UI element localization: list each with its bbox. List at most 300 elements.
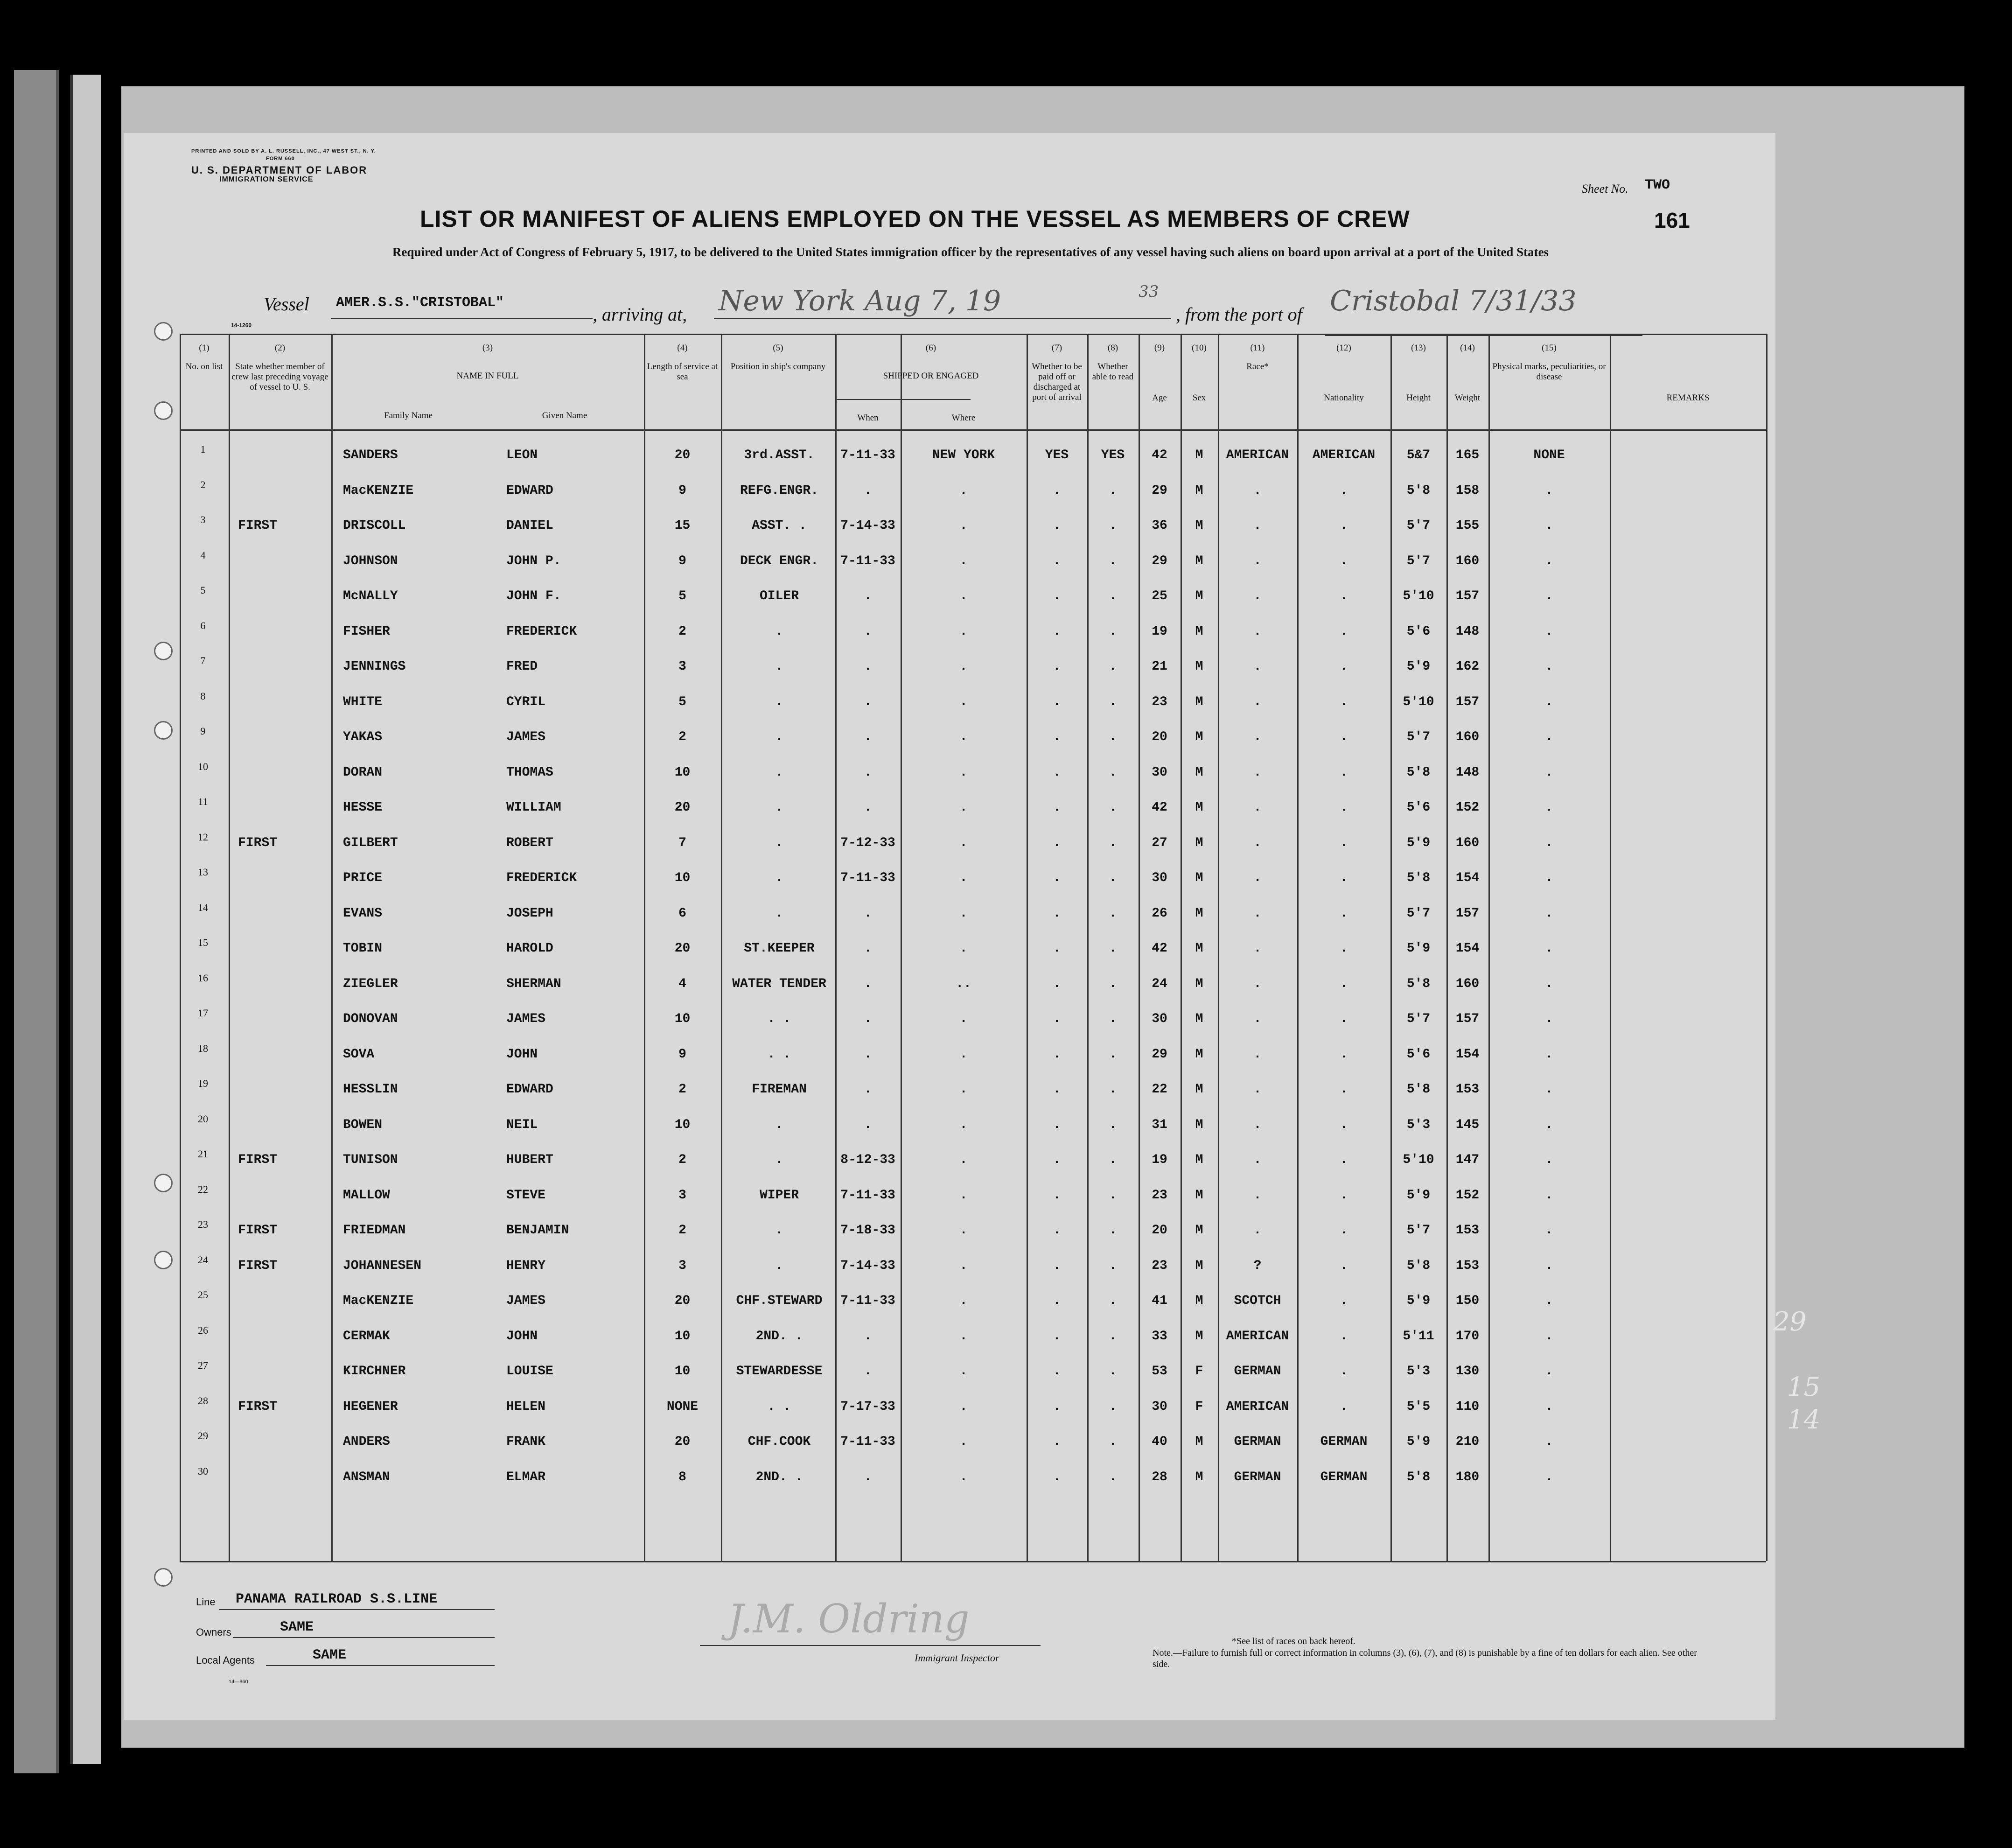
subheader-c3_given: Given Name bbox=[542, 411, 587, 420]
cell-marks: . bbox=[1545, 977, 1553, 991]
cell-where: . bbox=[959, 554, 968, 568]
cell-service: 4 bbox=[678, 977, 686, 991]
cell-when: 7-11-33 bbox=[840, 448, 895, 462]
cell-sex: M bbox=[1195, 977, 1203, 991]
cell-sex: M bbox=[1195, 765, 1203, 780]
cell-sex: M bbox=[1195, 1012, 1203, 1026]
cell-race: . bbox=[1253, 906, 1262, 921]
cell-age: 29 bbox=[1152, 483, 1167, 498]
cell-family: YAKAS bbox=[343, 730, 383, 744]
cell-prev: FIRST bbox=[238, 1223, 278, 1238]
cell-paid: . bbox=[1053, 1047, 1061, 1062]
cell-height: 5'3 bbox=[1406, 1364, 1431, 1379]
arrival-year-suffix: 33 bbox=[1139, 282, 1159, 301]
cell-given: ELMAR bbox=[506, 1470, 546, 1484]
cell-age: 36 bbox=[1152, 518, 1167, 533]
cell-weight: 160 bbox=[1455, 836, 1480, 850]
cell-nationality: . bbox=[1340, 836, 1348, 850]
cell-race: . bbox=[1253, 977, 1262, 991]
cell-nationality: . bbox=[1340, 1400, 1348, 1414]
agents-value: SAME bbox=[313, 1647, 347, 1663]
cell-given: LOUISE bbox=[506, 1364, 553, 1379]
cell-height: 5'6 bbox=[1406, 624, 1431, 639]
cell-race: . bbox=[1253, 695, 1262, 709]
cell-paid: . bbox=[1053, 1364, 1061, 1379]
cell-sex: M bbox=[1195, 1435, 1203, 1449]
cell-family: HEGENER bbox=[343, 1400, 398, 1414]
cell-given: LEON bbox=[506, 448, 538, 462]
arriving-port: New York Aug 7, 19 bbox=[719, 285, 1001, 317]
cell-marks: . bbox=[1545, 941, 1553, 956]
cell-given: FREDERICK bbox=[506, 624, 577, 639]
cell-when: . bbox=[864, 1047, 872, 1062]
cell-age: 26 bbox=[1152, 906, 1167, 921]
penalty-note: Note.—Failure to furnish full or correct information in columns (3), (6), (7), and (8) is punishable by a fine of ten dollars for each alien. See other side. bbox=[1153, 1648, 1697, 1669]
cell-age: 24 bbox=[1152, 977, 1167, 991]
cell-paid: . bbox=[1053, 730, 1061, 744]
service-name: IMMIGRATION SERVICE bbox=[219, 175, 314, 183]
cell-prev: FIRST bbox=[238, 1400, 278, 1414]
cell-nationality: . bbox=[1340, 554, 1348, 568]
page-subtitle: Required under Act of Congress of February 5, 1917, to be delivered to the United States immigration officer by the representatives of any vessel having such aliens on board upon arrival at a port of the United States bbox=[392, 245, 1549, 259]
cell-marks: . bbox=[1545, 1259, 1553, 1273]
inspector-underline bbox=[700, 1645, 1041, 1646]
cell-marks: . bbox=[1545, 589, 1553, 603]
cell-position: . . bbox=[767, 1400, 791, 1414]
column-number-c15: (15) bbox=[1542, 343, 1557, 353]
cell-when: . bbox=[864, 589, 872, 603]
cell-where: . bbox=[959, 730, 968, 744]
inspector-signature: J.M. Oldring bbox=[728, 1596, 970, 1642]
cell-service: NONE bbox=[666, 1400, 699, 1414]
cell-paid: . bbox=[1053, 800, 1061, 815]
cell-given: CYRIL bbox=[506, 695, 546, 709]
column-number-c10: (10) bbox=[1192, 343, 1207, 353]
punch-hole bbox=[154, 1251, 173, 1269]
cell-paid: . bbox=[1053, 518, 1061, 533]
cell-weight: 180 bbox=[1455, 1470, 1480, 1484]
binder-edge-inner bbox=[70, 75, 101, 1764]
cell-where: . bbox=[959, 659, 968, 674]
column-rule bbox=[1610, 334, 1611, 1561]
cell-given: SHERMAN bbox=[506, 977, 561, 991]
cell-marks: . bbox=[1545, 1118, 1553, 1132]
cell-service: 9 bbox=[678, 554, 686, 568]
cell-race: GERMAN bbox=[1234, 1364, 1281, 1379]
cell-sex: M bbox=[1195, 1118, 1203, 1132]
cell-prev: FIRST bbox=[238, 1259, 278, 1273]
cell-service: 5 bbox=[678, 695, 686, 709]
cell-race: . bbox=[1253, 1047, 1262, 1062]
owners-label: Owners bbox=[196, 1626, 231, 1638]
cell-where: . bbox=[959, 1118, 968, 1132]
cell-sex: M bbox=[1195, 1470, 1203, 1484]
arriving-label: , arriving at, bbox=[593, 304, 687, 325]
cell-paid: . bbox=[1053, 836, 1061, 850]
column-number-c7: (7) bbox=[1051, 343, 1062, 353]
cell-read: . bbox=[1109, 624, 1117, 639]
column-header-c14: Weight bbox=[1454, 393, 1481, 403]
cell-race: . bbox=[1253, 836, 1262, 850]
cell-family: PRICE bbox=[343, 871, 383, 885]
vessel-label: Vessel bbox=[264, 294, 309, 315]
cell-marks: . bbox=[1545, 1047, 1553, 1062]
column-number-c14: (14) bbox=[1460, 343, 1475, 353]
cell-race: . bbox=[1253, 1082, 1262, 1097]
row-number: 2 bbox=[200, 479, 206, 490]
cell-service: 2 bbox=[678, 1082, 686, 1097]
cell-marks: . bbox=[1545, 836, 1553, 850]
cell-weight: 152 bbox=[1455, 800, 1480, 815]
cell-weight: 160 bbox=[1455, 730, 1480, 744]
cell-when: 7-11-33 bbox=[840, 1294, 895, 1308]
cell-weight: 154 bbox=[1455, 941, 1480, 956]
cell-when: 7-11-33 bbox=[840, 554, 895, 568]
cell-given: JOHN bbox=[506, 1047, 538, 1062]
cell-read: . bbox=[1109, 1329, 1117, 1344]
column-header-c13: Height bbox=[1406, 393, 1431, 403]
cell-age: 33 bbox=[1152, 1329, 1167, 1344]
cell-race: . bbox=[1253, 730, 1262, 744]
cell-race: AMERICAN bbox=[1226, 1400, 1289, 1414]
cell-family: MacKENZIE bbox=[343, 1294, 414, 1308]
cell-when: . bbox=[864, 1470, 872, 1484]
cell-position: CHF.STEWARD bbox=[736, 1294, 823, 1308]
table-header-rule bbox=[180, 429, 1766, 431]
cell-prev: FIRST bbox=[238, 836, 278, 850]
cell-weight: 160 bbox=[1455, 554, 1480, 568]
cell-race: GERMAN bbox=[1234, 1435, 1281, 1449]
line-label: Line bbox=[196, 1596, 216, 1608]
cell-marks: . bbox=[1545, 1223, 1553, 1238]
cell-sex: F bbox=[1195, 1364, 1203, 1379]
cell-service: 20 bbox=[674, 448, 691, 462]
punch-hole bbox=[154, 1568, 173, 1587]
cell-nationality: . bbox=[1340, 941, 1348, 956]
cell-given: JAMES bbox=[506, 1294, 546, 1308]
cell-where: . bbox=[959, 836, 968, 850]
footer-form-code: 14—860 bbox=[229, 1679, 248, 1685]
cell-weight: 155 bbox=[1455, 518, 1480, 533]
cell-race: ? bbox=[1253, 1259, 1262, 1273]
cell-service: 5 bbox=[678, 589, 686, 603]
column-number-c4: (4) bbox=[677, 343, 688, 353]
cell-nationality: . bbox=[1340, 695, 1348, 709]
cell-nationality: . bbox=[1340, 1329, 1348, 1344]
column-header-c1: No. on list bbox=[185, 362, 223, 371]
cell-where: . bbox=[959, 1153, 968, 1167]
column-header-c2: State whether member of crew last preceding voyage of vessel to U. S. bbox=[231, 362, 328, 392]
cell-race: SCOTCH bbox=[1234, 1294, 1281, 1308]
cell-when: 7-14-33 bbox=[840, 1259, 895, 1273]
department-name: U. S. DEPARTMENT OF LABOR bbox=[191, 164, 368, 176]
cell-sex: M bbox=[1195, 483, 1203, 498]
cell-race: GERMAN bbox=[1234, 1470, 1281, 1484]
cell-service: 10 bbox=[674, 1012, 691, 1026]
cell-age: 25 bbox=[1152, 589, 1167, 603]
cell-nationality: . bbox=[1340, 977, 1348, 991]
cell-family: MacKENZIE bbox=[343, 483, 414, 498]
cell-paid: . bbox=[1053, 1118, 1061, 1132]
cell-marks: . bbox=[1545, 695, 1553, 709]
cell-service: 10 bbox=[674, 1329, 691, 1344]
cell-weight: 154 bbox=[1455, 1047, 1480, 1062]
cell-sex: M bbox=[1195, 1329, 1203, 1344]
page-number: 161 bbox=[1654, 208, 1690, 232]
row-number: 7 bbox=[200, 655, 206, 666]
cell-height: 5'6 bbox=[1406, 1047, 1431, 1062]
row-number: 8 bbox=[200, 690, 206, 702]
cell-sex: M bbox=[1195, 906, 1203, 921]
cell-height: 5'10 bbox=[1403, 695, 1434, 709]
line-value: PANAMA RAILROAD S.S.LINE bbox=[236, 1591, 438, 1607]
cell-read: . bbox=[1109, 659, 1117, 674]
cell-service: 3 bbox=[678, 1259, 686, 1273]
cell-marks: . bbox=[1545, 1082, 1553, 1097]
column-number-c6: (6) bbox=[925, 343, 936, 353]
cell-service: 2 bbox=[678, 1223, 686, 1238]
row-number: 15 bbox=[198, 937, 208, 948]
cell-marks: . bbox=[1545, 1400, 1553, 1414]
cell-position: . bbox=[775, 730, 783, 744]
cell-paid: . bbox=[1053, 483, 1061, 498]
cell-family: SANDERS bbox=[343, 448, 398, 462]
cell-marks: . bbox=[1545, 1294, 1553, 1308]
cell-where: NEW YORK bbox=[932, 448, 995, 462]
cell-when: 7-11-33 bbox=[840, 1188, 895, 1203]
cell-where: . bbox=[959, 1400, 968, 1414]
cell-position: . bbox=[775, 906, 783, 921]
cell-service: 20 bbox=[674, 941, 691, 956]
cell-height: 5'8 bbox=[1406, 483, 1431, 498]
cell-nationality: . bbox=[1340, 1259, 1348, 1273]
cell-family: HESSLIN bbox=[343, 1082, 398, 1097]
cell-age: 30 bbox=[1152, 1400, 1167, 1414]
cell-paid: . bbox=[1053, 977, 1061, 991]
row-number: 18 bbox=[198, 1043, 208, 1054]
column-number-c11: (11) bbox=[1250, 343, 1265, 353]
cell-read: . bbox=[1109, 1223, 1117, 1238]
cell-read: . bbox=[1109, 1153, 1117, 1167]
cell-sex: M bbox=[1195, 448, 1203, 462]
punch-hole bbox=[154, 401, 173, 420]
cell-race: . bbox=[1253, 1188, 1262, 1203]
column-header-c3: NAME IN FULL bbox=[456, 371, 519, 381]
cell-family: BOWEN bbox=[343, 1118, 383, 1132]
cell-read: . bbox=[1109, 1294, 1117, 1308]
cell-position: . bbox=[775, 1118, 783, 1132]
cell-age: 22 bbox=[1152, 1082, 1167, 1097]
column-header-c10: Sex bbox=[1192, 393, 1206, 403]
column-rule bbox=[180, 334, 181, 1561]
cell-paid: . bbox=[1053, 871, 1061, 885]
row-number: 12 bbox=[198, 831, 208, 843]
cell-position: STEWARDESSE bbox=[736, 1364, 823, 1379]
cell-sex: M bbox=[1195, 1188, 1203, 1203]
cell-height: 5'9 bbox=[1406, 1188, 1431, 1203]
cell-sex: M bbox=[1195, 1047, 1203, 1062]
cell-sex: M bbox=[1195, 518, 1203, 533]
cell-marks: . bbox=[1545, 1012, 1553, 1026]
cell-weight: 148 bbox=[1455, 624, 1480, 639]
cell-service: 2 bbox=[678, 1153, 686, 1167]
cell-sex: M bbox=[1195, 800, 1203, 815]
column-rule bbox=[331, 334, 333, 1561]
cell-where: . bbox=[959, 1294, 968, 1308]
cell-position: 3rd.ASST. bbox=[744, 448, 815, 462]
cell-position: . bbox=[775, 871, 783, 885]
cell-read: . bbox=[1109, 800, 1117, 815]
cell-position: . bbox=[775, 1259, 783, 1273]
cell-where: . bbox=[959, 483, 968, 498]
cell-when: 7-17-33 bbox=[840, 1400, 895, 1414]
cell-paid: . bbox=[1053, 1082, 1061, 1097]
cell-height: 5'9 bbox=[1406, 836, 1431, 850]
margin-mark: 29 bbox=[1773, 1307, 1807, 1337]
cell-given: HAROLD bbox=[506, 941, 553, 956]
cell-position: CHF.COOK bbox=[748, 1435, 811, 1449]
cell-read: . bbox=[1109, 1259, 1117, 1273]
cell-height: 5'7 bbox=[1406, 1223, 1431, 1238]
cell-family: SOVA bbox=[343, 1047, 375, 1062]
cell-position: . bbox=[775, 836, 783, 850]
cell-paid: . bbox=[1053, 554, 1061, 568]
from-port: Cristobal 7/31/33 bbox=[1330, 285, 1577, 317]
cell-given: JAMES bbox=[506, 1012, 546, 1026]
cell-service: 15 bbox=[674, 518, 691, 533]
cell-service: 10 bbox=[674, 1118, 691, 1132]
cell-when: 7-12-33 bbox=[840, 836, 895, 850]
cell-service: 2 bbox=[678, 730, 686, 744]
cell-height: 5'6 bbox=[1406, 800, 1431, 815]
cell-age: 19 bbox=[1152, 624, 1167, 639]
cell-race: . bbox=[1253, 589, 1262, 603]
cell-sex: M bbox=[1195, 941, 1203, 956]
cell-nationality: . bbox=[1340, 730, 1348, 744]
cell-nationality: . bbox=[1340, 1223, 1348, 1238]
cell-family: ANSMAN bbox=[343, 1470, 390, 1484]
cell-service: 10 bbox=[674, 1364, 691, 1379]
cell-marks: NONE bbox=[1533, 448, 1565, 462]
cell-nationality: . bbox=[1340, 483, 1348, 498]
cell-age: 23 bbox=[1152, 1188, 1167, 1203]
from-port-underline bbox=[1325, 335, 1642, 336]
cell-family: JOHNSON bbox=[343, 554, 398, 568]
cell-family: EVANS bbox=[343, 906, 383, 921]
row-number: 9 bbox=[200, 725, 206, 737]
cell-height: 5'8 bbox=[1406, 1082, 1431, 1097]
cell-read: . bbox=[1109, 518, 1117, 533]
cell-age: 42 bbox=[1152, 941, 1167, 956]
agents-underline bbox=[266, 1665, 495, 1666]
cell-service: 9 bbox=[678, 483, 686, 498]
row-number: 1 bbox=[200, 443, 206, 455]
cell-where: . bbox=[959, 1435, 968, 1449]
cell-nationality: . bbox=[1340, 765, 1348, 780]
cell-paid: . bbox=[1053, 1012, 1061, 1026]
cell-paid: . bbox=[1053, 1259, 1061, 1273]
cell-sex: M bbox=[1195, 659, 1203, 674]
cell-read: . bbox=[1109, 1188, 1117, 1203]
cell-marks: . bbox=[1545, 554, 1553, 568]
cell-when: . bbox=[864, 1329, 872, 1344]
row-number: 24 bbox=[198, 1254, 208, 1266]
cell-sex: M bbox=[1195, 589, 1203, 603]
cell-family: GILBERT bbox=[343, 836, 398, 850]
cell-sex: M bbox=[1195, 836, 1203, 850]
cell-weight: 145 bbox=[1455, 1118, 1480, 1132]
cell-height: 5'5 bbox=[1406, 1400, 1431, 1414]
row-number: 19 bbox=[198, 1078, 208, 1089]
cell-marks: . bbox=[1545, 765, 1553, 780]
cell-paid: . bbox=[1053, 1329, 1061, 1344]
cell-age: 30 bbox=[1152, 765, 1167, 780]
column-header-c15: Physical marks, peculiarities, or disease bbox=[1492, 362, 1606, 382]
cell-marks: . bbox=[1545, 1470, 1553, 1484]
column-rule bbox=[1766, 334, 1767, 1561]
cell-height: 5'7 bbox=[1406, 1012, 1431, 1026]
column-header-c16: REMARKS bbox=[1666, 393, 1710, 403]
row-number: 3 bbox=[200, 514, 206, 525]
cell-marks: . bbox=[1545, 518, 1553, 533]
row-number: 16 bbox=[198, 972, 208, 984]
punch-hole bbox=[154, 642, 173, 660]
column-number-c3: (3) bbox=[482, 343, 493, 353]
cell-weight: 148 bbox=[1455, 765, 1480, 780]
column-number-c12: (12) bbox=[1336, 343, 1351, 353]
cell-marks: . bbox=[1545, 871, 1553, 885]
cell-paid: . bbox=[1053, 941, 1061, 956]
cell-given: DANIEL bbox=[506, 518, 553, 533]
cell-paid: . bbox=[1053, 1470, 1061, 1484]
cell-paid: . bbox=[1053, 765, 1061, 780]
cell-age: 27 bbox=[1152, 836, 1167, 850]
cell-paid: . bbox=[1053, 1294, 1061, 1308]
column-number-c8: (8) bbox=[1107, 343, 1118, 353]
cell-when: . bbox=[864, 483, 872, 498]
cell-read: . bbox=[1109, 1082, 1117, 1097]
cell-read: . bbox=[1109, 1012, 1117, 1026]
margin-mark: 15 bbox=[1787, 1372, 1821, 1402]
cell-nationality: AMERICAN bbox=[1312, 448, 1376, 462]
cell-height: 5'8 bbox=[1406, 765, 1431, 780]
cell-weight: 157 bbox=[1455, 695, 1480, 709]
cell-nationality: . bbox=[1340, 1364, 1348, 1379]
cell-when: . bbox=[864, 624, 872, 639]
cell-paid: . bbox=[1053, 1188, 1061, 1203]
cell-position: . bbox=[775, 659, 783, 674]
cell-when: 8-12-33 bbox=[840, 1153, 895, 1167]
cell-when: 7-11-33 bbox=[840, 1435, 895, 1449]
cell-where: . bbox=[959, 1364, 968, 1379]
cell-age: 42 bbox=[1152, 448, 1167, 462]
cell-position: DECK ENGR. bbox=[740, 554, 819, 568]
sheet-label: Sheet No. bbox=[1582, 182, 1628, 196]
cell-when: . bbox=[864, 1082, 872, 1097]
cell-prev: FIRST bbox=[238, 1153, 278, 1167]
cell-given: WILLIAM bbox=[506, 800, 561, 815]
cell-when: . bbox=[864, 695, 872, 709]
cell-read: . bbox=[1109, 871, 1117, 885]
cell-position: ASST. . bbox=[752, 518, 807, 533]
cell-sex: M bbox=[1195, 1082, 1203, 1097]
cell-read: . bbox=[1109, 1400, 1117, 1414]
column-header-c11: Race* bbox=[1246, 362, 1269, 371]
cell-weight: 110 bbox=[1455, 1400, 1480, 1414]
cell-sex: M bbox=[1195, 871, 1203, 885]
cell-paid: . bbox=[1053, 1435, 1061, 1449]
cell-sex: M bbox=[1195, 730, 1203, 744]
